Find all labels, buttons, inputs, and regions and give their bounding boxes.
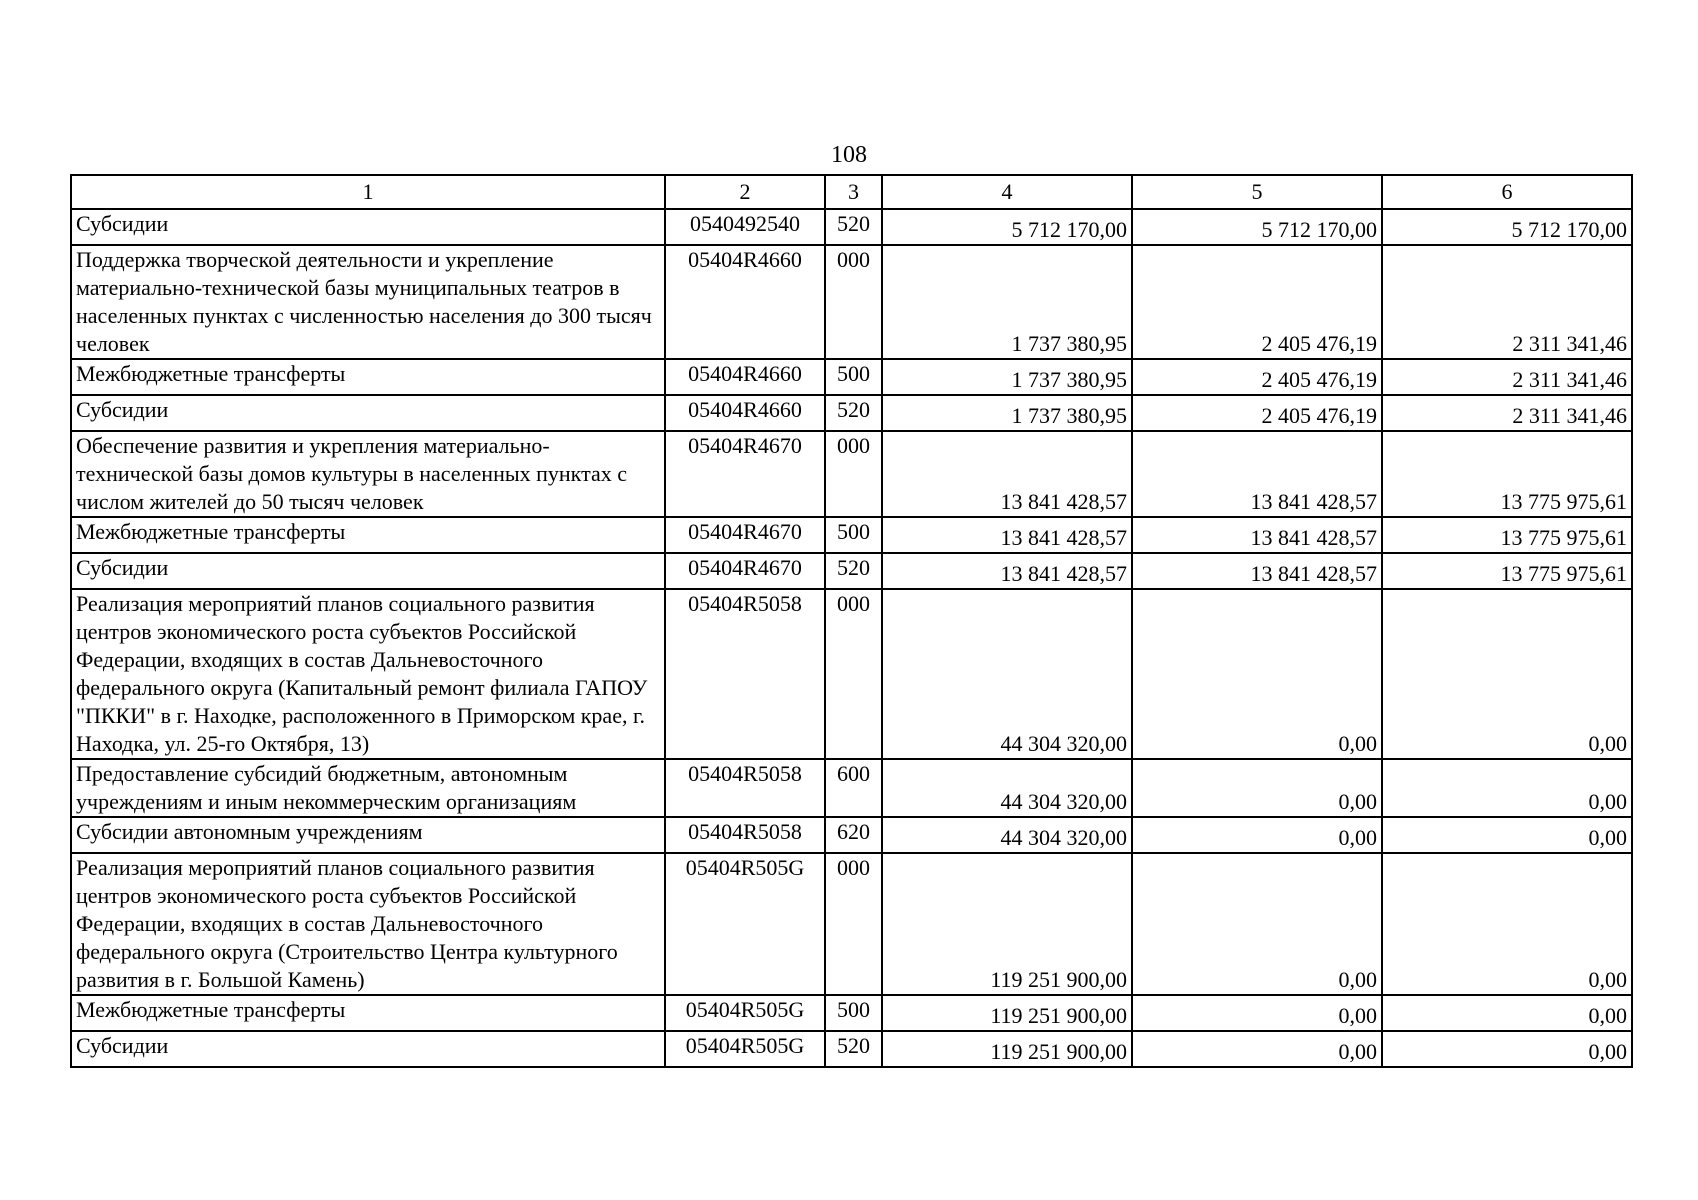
table-row (71, 209, 1632, 245)
header-cell-4: 4 (882, 175, 1132, 209)
row-value-5: 2 405 476,19 (1132, 245, 1382, 359)
row-code: 05404R4670 (665, 553, 825, 589)
row-value-6: 0,00 (1382, 995, 1632, 1031)
row-value-4: 119 251 900,00 (882, 995, 1132, 1031)
row-code: 0540492540 (665, 209, 825, 245)
header-cell-1: 1 (71, 175, 665, 209)
row-value-6: 0,00 (1382, 817, 1632, 853)
row-value-5: 0,00 (1132, 995, 1382, 1031)
header-cell-3: 3 (825, 175, 882, 209)
row-type: 000 (825, 589, 882, 759)
row-code: 05404R4660 (665, 395, 825, 431)
row-name: Поддержка творческой деятельности и укрепление материально-технической базы муниципальных театров в населенных пунктах с численностью населения до 300 тысяч человек (71, 245, 665, 359)
table-row (71, 1031, 1632, 1067)
page-number: 108 (831, 142, 867, 168)
table-row (71, 395, 1632, 431)
row-value-4: 119 251 900,00 (882, 853, 1132, 995)
header-cell-5: 5 (1132, 175, 1382, 209)
row-name: Субсидии (71, 1031, 665, 1067)
row-name: Обеспечение развития и укрепления материально-технической базы домов культуры в населенных пунктах с числом жителей до 50 тысяч человек (71, 431, 665, 517)
row-name: Субсидии (71, 209, 665, 245)
row-type: 600 (825, 759, 882, 817)
row-type: 520 (825, 553, 882, 589)
row-code: 05404R505G (665, 853, 825, 995)
row-value-5: 13 841 428,57 (1132, 517, 1382, 553)
row-code: 05404R5058 (665, 759, 825, 817)
row-value-5: 0,00 (1132, 589, 1382, 759)
table-row (71, 759, 1632, 817)
row-value-5: 2 405 476,19 (1132, 359, 1382, 395)
row-name: Субсидии (71, 553, 665, 589)
row-code: 05404R4660 (665, 245, 825, 359)
row-value-6: 0,00 (1382, 853, 1632, 995)
row-code: 05404R505G (665, 1031, 825, 1067)
row-type: 500 (825, 995, 882, 1031)
row-value-6: 0,00 (1382, 589, 1632, 759)
header-cell-6: 6 (1382, 175, 1632, 209)
table-row (71, 995, 1632, 1031)
row-value-5: 0,00 (1132, 853, 1382, 995)
row-value-4: 13 841 428,57 (882, 517, 1132, 553)
row-value-6: 0,00 (1382, 759, 1632, 817)
row-value-4: 13 841 428,57 (882, 553, 1132, 589)
row-value-4: 1 737 380,95 (882, 359, 1132, 395)
budget-table (70, 174, 1633, 1068)
row-code: 05404R5058 (665, 589, 825, 759)
row-value-6: 0,00 (1382, 1031, 1632, 1067)
row-name: Реализация мероприятий планов социального развития центров экономического роста субъектов Российской Федерации, входящих в состав Дальневосточного федерального округа (Капитальный ремонт филиала ГАПОУ "ПККИ" в г. Находке, расположенного в Приморском крае, г. Находка, ул. 25-го Октября, 13) (71, 589, 665, 759)
row-type: 500 (825, 517, 882, 553)
row-value-4: 44 304 320,00 (882, 817, 1132, 853)
row-code: 05404R4660 (665, 359, 825, 395)
row-value-6: 2 311 341,46 (1382, 359, 1632, 395)
row-type: 000 (825, 245, 882, 359)
row-name: Субсидии автономным учреждениям (71, 817, 665, 853)
table-header-row (71, 175, 1632, 209)
row-code: 05404R5058 (665, 817, 825, 853)
table-row (71, 517, 1632, 553)
row-value-6: 2 311 341,46 (1382, 245, 1632, 359)
row-type: 520 (825, 209, 882, 245)
row-name: Межбюджетные трансферты (71, 359, 665, 395)
row-value-4: 13 841 428,57 (882, 431, 1132, 517)
table-row (71, 853, 1632, 995)
table-row (71, 589, 1632, 759)
table-row (71, 245, 1632, 359)
row-value-6: 13 775 975,61 (1382, 553, 1632, 589)
row-name: Предоставление субсидий бюджетным, автономным учреждениям и иным некоммерческим организациям (71, 759, 665, 817)
row-value-5: 13 841 428,57 (1132, 431, 1382, 517)
row-value-4: 1 737 380,95 (882, 395, 1132, 431)
row-code: 05404R4670 (665, 517, 825, 553)
row-value-6: 2 311 341,46 (1382, 395, 1632, 431)
row-value-4: 1 737 380,95 (882, 245, 1132, 359)
row-value-4: 44 304 320,00 (882, 589, 1132, 759)
row-code: 05404R505G (665, 995, 825, 1031)
row-value-5: 5 712 170,00 (1132, 209, 1382, 245)
table-row (71, 359, 1632, 395)
row-value-4: 5 712 170,00 (882, 209, 1132, 245)
row-value-4: 119 251 900,00 (882, 1031, 1132, 1067)
table-row (71, 431, 1632, 517)
table-row (71, 553, 1632, 589)
row-value-5: 0,00 (1132, 759, 1382, 817)
row-type: 520 (825, 395, 882, 431)
row-type: 000 (825, 431, 882, 517)
row-type: 520 (825, 1031, 882, 1067)
row-name: Межбюджетные трансферты (71, 995, 665, 1031)
table-row (71, 817, 1632, 853)
row-value-5: 0,00 (1132, 817, 1382, 853)
row-type: 500 (825, 359, 882, 395)
header-cell-2: 2 (665, 175, 825, 209)
row-type: 620 (825, 817, 882, 853)
row-value-5: 2 405 476,19 (1132, 395, 1382, 431)
row-value-6: 13 775 975,61 (1382, 517, 1632, 553)
row-name: Межбюджетные трансферты (71, 517, 665, 553)
row-value-5: 13 841 428,57 (1132, 553, 1382, 589)
row-value-4: 44 304 320,00 (882, 759, 1132, 817)
row-value-5: 0,00 (1132, 1031, 1382, 1067)
row-code: 05404R4670 (665, 431, 825, 517)
row-type: 000 (825, 853, 882, 995)
row-value-6: 5 712 170,00 (1382, 209, 1632, 245)
row-name: Реализация мероприятий планов социального развития центров экономического роста субъектов Российской Федерации, входящих в состав Дальневосточного федерального округа (Строительство Центра культурного развития в г. Большой Камень) (71, 853, 665, 995)
row-name: Субсидии (71, 395, 665, 431)
row-value-6: 13 775 975,61 (1382, 431, 1632, 517)
